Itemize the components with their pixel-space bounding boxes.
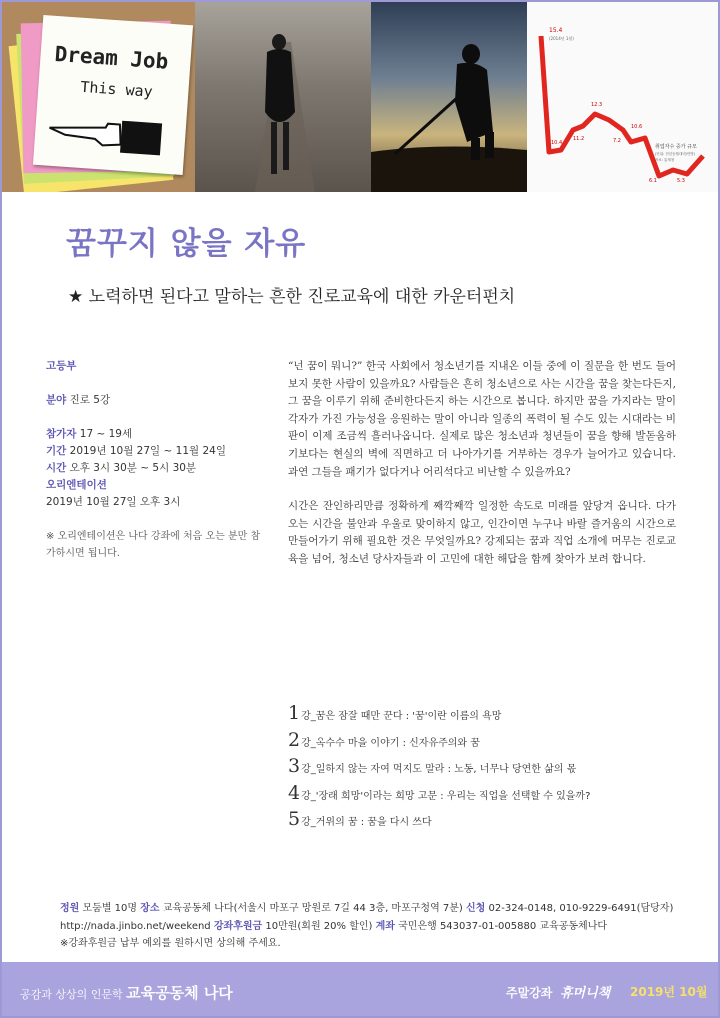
chart-label-v3: 11.2 [573, 136, 585, 142]
chart-legend-3: 자료: 통계청 [655, 158, 675, 162]
lecture-list [288, 702, 708, 835]
time-value: 오후 3시 30분 ~ 5시 30분 [69, 462, 197, 474]
golfer-silhouette-photo [371, 2, 527, 192]
lecture-number: 2 [288, 728, 301, 751]
field-value: 진로 5강 [69, 394, 111, 406]
description-paragraph-1: “넌 꿈이 뭐니?” 한국 사회에서 청소년기를 지내온 이들 중에 이 질문을 한 번도 들어보지 못한 사람이 있을까요? 사람들은 흔히 청소년으로 사는 시간을 꿈을 찾는다든지, 그 꿈을 이루기 위해 준비한다든지 하는 시간으로 봅니다. 하지만 꿈을 가지라는 말이 각자가 가진 가능성을 응원하는 말이 아니라 일종의 폭력이 될 수도 있는 시대라는 비판이 이제 조금씩 흘러나옵니다. 실제로 많은 청소년과 청년들이 꿈을 향해 발돋움하기보다는 현실의 벽에 직면하고 더 나아가기를 거부하는 경우가 늘어가고 있습니다. 과연 그들을 패기가 없다거나 어리석다고 비난할 수 있을까요? [288, 360, 676, 478]
account-value: 국민은행 543037-01-005880 교육공동체나다 [398, 920, 608, 932]
pointing-hand-icon [44, 109, 167, 161]
lecture-number: 1 [288, 702, 301, 724]
chart-label-v2: 10.4 [551, 140, 563, 146]
chart-label-v8: 5.3 [677, 178, 685, 184]
registration-line-1 [60, 900, 710, 918]
place-label: 장소 [140, 903, 160, 914]
lecture-title: 강_옥수수 마을 이야기 : 신자유주의와 꿈 [301, 737, 480, 749]
chart-label-v1-sub: (2014년 1월) [549, 36, 574, 41]
chart-legend-1: 취업자수 증가 규모 [655, 144, 697, 150]
bottom-banner [2, 962, 718, 1016]
lecture-title: 강_'장래 희망'이라는 희망 고문 : 우리는 직업을 선택할 수 있을까? [301, 790, 591, 802]
fee-label: 강좌후원금 [213, 920, 263, 932]
chart-legend-2: (단위: 전년동월대비/만명) [655, 152, 696, 156]
chart-label-v4: 12.3 [591, 102, 603, 108]
lecture-item [288, 808, 708, 835]
lecture-item [288, 702, 708, 729]
header-photo-strip [2, 2, 718, 192]
quota-value: 모둠별 10명 [82, 903, 138, 914]
note-line-1: Dream Job [53, 41, 170, 74]
lecture-title: 강_꿈은 잠잘 때만 꾼다 : '꿈'이란 이름의 욕망 [301, 711, 502, 722]
employment-chart-image [527, 2, 718, 192]
dream-job-note [33, 15, 193, 175]
registration-info [60, 900, 710, 953]
apply-value: 02-324-0148, 010-9229-6491(담당자) [488, 903, 674, 914]
walking-woman-photo [195, 2, 371, 192]
registration-line-2 [60, 918, 710, 936]
place-value: 교육공동체 나다(서울시 마포구 망원로 7길 44 3층, 마포구청역 7분) [162, 903, 463, 914]
banner-brand-logo: 휴머니책 [560, 986, 611, 1001]
lecture-number: 3 [288, 755, 301, 777]
time-label: 시간 [46, 462, 67, 474]
sticky-notes [16, 12, 170, 182]
lecture-number: 5 [288, 808, 301, 830]
page-subtitle: ★ 노력하면 된다고 말하는 흔한 진로교육에 대한 카운터펀치 [68, 287, 516, 307]
period-label: 기간 [46, 445, 67, 457]
period-value: 2019년 10월 27일 ~ 11월 24일 [69, 445, 227, 457]
page-title: 꿈꾸지 않을 자유 [66, 226, 307, 262]
chart-label-v1: 15.4 [549, 27, 563, 34]
banner-org-name: 교육공동체 나다 [126, 984, 233, 1002]
fee-note: ※강좌후원금 납부 예외를 원하시면 상의해 주세요. [60, 938, 281, 949]
account-label: 계좌 [375, 920, 395, 932]
banner-date: 2019년 10월 [630, 985, 708, 999]
period-row [46, 443, 266, 460]
orientation-note: ※ 오리엔테이션은 나다 강좌에 처음 오는 분만 참가하시면 됩니다. [46, 531, 261, 559]
apply-label: 신청 [466, 903, 486, 914]
banner-course-type: 주말강좌 [506, 986, 553, 1000]
chart-label-v6: 10.6 [631, 124, 643, 130]
time-row [46, 460, 266, 477]
dept-label: 고등부 [46, 360, 77, 372]
lecture-item [288, 729, 708, 756]
orientation-value: 2019년 10월 27일 오후 3시 [46, 496, 181, 508]
lecture-item [288, 782, 708, 809]
target-label: 참가자 [46, 428, 77, 440]
website-link[interactable]: http://nada.jinbo.net/weekend [60, 920, 211, 932]
fee-value: 10만원(회원 20% 할인) [265, 920, 373, 932]
lecture-number: 4 [288, 781, 301, 804]
note-line-2: This way [79, 77, 154, 101]
lecture-item [288, 755, 708, 782]
target-value: 17 ~ 19세 [79, 428, 133, 440]
lecture-title: 강_일하지 않는 자여 먹지도 말라 : 노동, 너무나 당연한 삶의 몫 [301, 764, 577, 775]
target-row [46, 426, 266, 443]
field-label: 분야 [46, 394, 67, 406]
course-description [288, 358, 676, 586]
course-info [46, 358, 266, 562]
dream-job-note-photo [2, 2, 195, 192]
chart-label-v5: 7.2 [613, 138, 621, 144]
orientation-label: 오리엔테이션 [46, 479, 107, 491]
banner-org [20, 982, 233, 1003]
quota-label: 정원 [60, 903, 80, 914]
banner-slogan: 공감과 상상의 인문학 [20, 988, 123, 1001]
description-paragraph-2: 시간은 잔인하리만큼 정확하게 째깍째깍 일정한 속도로 미래를 앞당겨 옵니다. 다가오는 시간을 불안과 우울로 맞이하지 않고, 인간이면 누구나 바랄 즐거움의 시간으로 만들어가기 위해 필요한 것은 무엇일까요? 강제되는 꿈과 직업 소개에 머무는 진로교육을 넘어, 청소년 당사자들과 이 고민에 대한 해답을 함께 찾아가 보려 합니다. [288, 500, 676, 565]
chart-label-v7: 6.1 [649, 178, 657, 184]
field-row [46, 392, 266, 409]
lecture-title: 강_거위의 꿈 : 꿈을 다시 쓰다 [301, 817, 432, 828]
